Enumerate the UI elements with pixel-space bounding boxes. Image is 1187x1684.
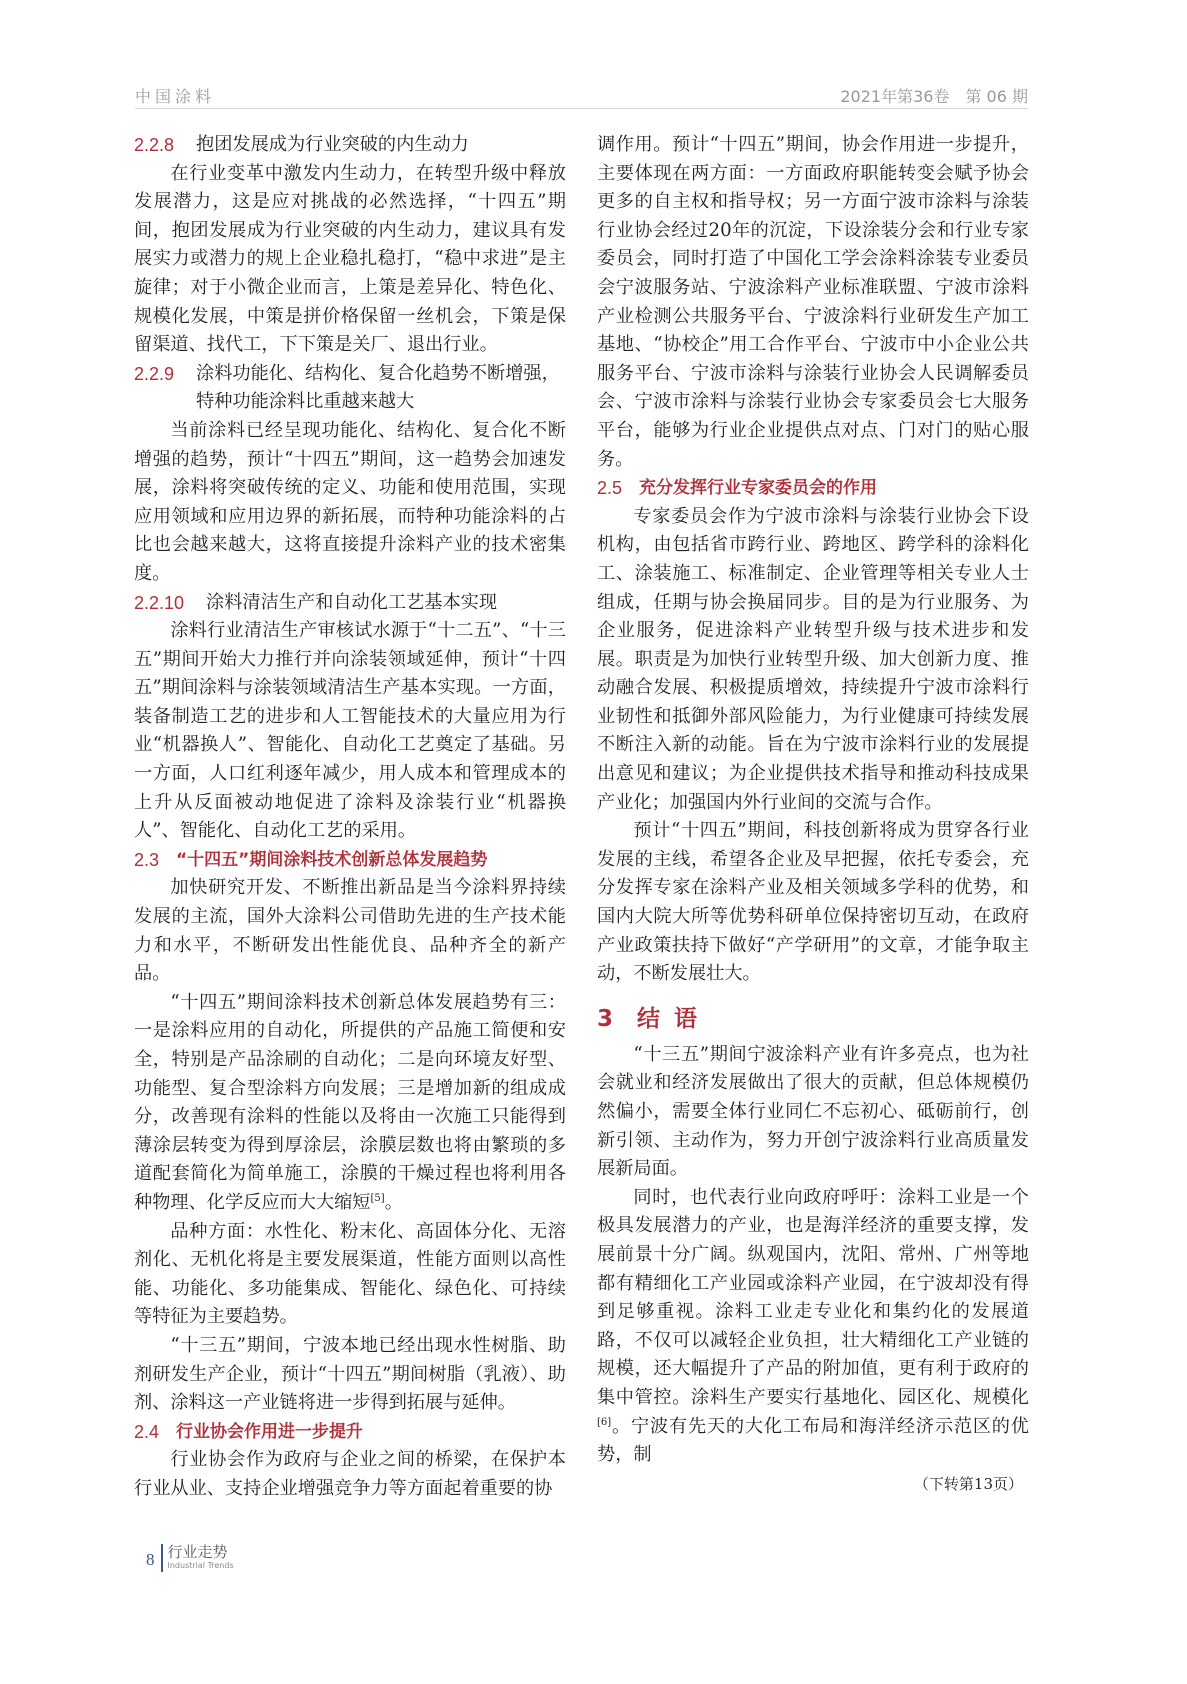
page-number: 8 [146, 1549, 155, 1569]
running-header [135, 84, 1028, 109]
section-number: 3 [597, 1005, 614, 1032]
citation-ref: [5] [370, 1192, 385, 1204]
paragraph [134, 1218, 566, 1332]
section-title: 涂料清洁生产和自动化工艺基本实现 [206, 591, 498, 613]
section-heading [134, 131, 566, 160]
paragraph-text: 在行业变革中激发内生动力，在转型升级中释放发展潜力，这是应对挑战的必然选择，“十四五”期间，抱团发展成为行业突破的内生动力，建议具有发展实力或潜力的规上企业稳扎稳打，“稳中求进”是主旋律；对于小微企业而言，上策是差异化、特色化、规模化发展，中策是拼价格保留一丝机会，下策是保留渠道、找代工，下下策是关厂、退出行业。 [134, 162, 566, 356]
section-title: 充分发挥行业专家委员会的作用 [639, 478, 877, 499]
paragraph [597, 1184, 1029, 1470]
paragraph-text-tail: 。宁波有先天的大化工布局和海洋经济示范区的优势，制 [597, 1415, 1029, 1466]
paragraph-text: 预计“十四五”期间，科技创新将成为贯穿各行业发展的主线，希望各企业及早把握，依托专委会，充分发挥专家在涂料产业及相关领域多学科的优势，和国内大院大所等优势科研单位保持密切互动，在政府产业政策扶持下做好“产学研用”的文章，才能争取主动，不断发展壮大。 [597, 820, 1029, 985]
paragraph [597, 503, 1029, 818]
paragraph [134, 1332, 566, 1418]
body-columns [134, 131, 1029, 1504]
section-number: 2.3 [134, 849, 160, 870]
section-title: 涂料功能化、结构化、复合化趋势不断增强，特种功能涂料比重越来越大 [196, 362, 560, 413]
paragraph-text: 加快研究开发、不断推出新品是当今涂料界持续发展的主流，国外大涂料公司借助先进的生产技术能力和水平，不断研发出性能优良、品种齐全的新产品。 [134, 877, 566, 985]
section-title: 行业协会作用进一步提升 [176, 1421, 363, 1442]
section-number: 2.2.9 [134, 363, 175, 384]
section-heading [134, 360, 566, 417]
section-title: 结语 [637, 1005, 711, 1032]
paragraph-text: 专家委员会作为宁波市涂料与涂装行业协会下设机构，由包括省市跨行业、跨地区、跨学科的涂料化工、涂装施工、标准制定、企业管理等相关专业人士组成，任期与协会换届同步。目的是为行业服务、为企业服务，促进涂料产业转型升级与技术进步和发展。职责是为加快行业转型升级、加大创新力度、推动融合发展、积极提质增效，持续提升宁波市涂料行业韧性和抵御外部风险能力，为行业健康可持续发展不断注入新的动能。旨在为宁波市涂料行业的发展提出意见和建议；为企业提供技术指导和推动科技成果产业化；加强国内外行业间的交流与合作。 [597, 505, 1029, 813]
paragraph-text: “十四五”期间涂料技术创新总体发展趋势有三：一是涂料应用的自动化，所提供的产品施工简便和安全，特别是产品涂刷的自动化；二是向环境友好型、功能型、复合型涂料方向发展；三是增加新的组成成分，改善现有涂料的性能以及将由一次施工只能得到薄涂层转变为得到厚涂层，涂膜层数也将由繁琐的多道配套简化为简单施工，涂膜的干燥过程也将利用各种物理、化学反应而大大缩短 [134, 991, 566, 1213]
left-column [134, 131, 566, 1504]
section-number: 2.2.10 [134, 592, 185, 613]
paragraph-text: “十三五”期间宁波涂料产业有许多亮点，也为社会就业和经济发展做出了很大的贡献，但总体规模仍然偏小，需要全体行业同仁不忘初心、砥砺前行，创新引领、主动作为，努力开创宁波涂料行业高质量发展新局面。 [597, 1043, 1029, 1180]
paragraph-text-tail: 。 [384, 1191, 403, 1213]
paragraph [134, 417, 566, 589]
section-title: 抱团发展成为行业突破的内生动力 [196, 134, 469, 155]
section-heading [597, 474, 1029, 503]
paragraph [134, 874, 566, 988]
section-heading [134, 589, 566, 618]
paragraph-text: 涂料行业清洁生产审核试水源于“十二五”、“十三五”期间开始大力推行并向涂装领域延伸，预计“十四五”期间涂料与涂装领域清洁生产基本实现。一方面，装备制造工艺的进步和人工智能技术的大量应用为行业“机器换人”、智能化、自动化工艺奠定了基础。另一方面，人口红利逐年减少，用人成本和管理成本的上升从反面被动地促进了涂料及涂装行业“机器换人”、智能化、自动化工艺的采用。 [134, 620, 566, 842]
paragraph [597, 131, 1029, 474]
page-footer [146, 1544, 1187, 1572]
paragraph [134, 989, 566, 1218]
paragraph-text: 同时，也代表行业向政府呼吁：涂料工业是一个极具发展潜力的产业，也是海洋经济的重要支撑，发展前景十分广阔。纵观国内，沈阳、常州、广州等地都有精细化工产业园或涂料产业园，在宁波却没有得到足够重视。涂料工业走专业化和集约化的发展道路，不仅可以减轻企业负担，壮大精细化工产业链的规模，还大幅提升了产品的附加值，更有利于政府的集中管控。涂料生产要实行基地化、园区化、规模化 [597, 1186, 1029, 1408]
paragraph [134, 160, 566, 360]
paragraph [597, 1041, 1029, 1184]
section-name: 行业走势 [167, 1542, 228, 1561]
section-number: 2.5 [597, 478, 623, 499]
issue-info: 2021年第36卷 第 06 期 [840, 87, 1028, 106]
paragraph-text: 当前涂料已经呈现功能化、结构化、复合化不断增强的趋势，预计“十四五”期间，这一趋势会加速发展，涂料将突破传统的定义、功能和使用范围，实现应用领域和应用边界的新拓展，而特种功能涂料的占比也会越来越大，这将直接提升涂料产业的技术密集度。 [134, 419, 566, 584]
paragraph-text: 品种方面：水性化、粉末化、高固体分化、无溶剂化、无机化将是主要发展渠道，性能方面则以高性能、功能化、多功能集成、智能化、绿色化、可持续等特征为主要趋势。 [134, 1220, 566, 1328]
paragraph [134, 617, 566, 846]
citation-ref: [6] [597, 1416, 612, 1428]
section-number: 2.4 [134, 1421, 160, 1442]
paragraph-text: 调作用。预计“十四五”期间，协会作用进一步提升，主要体现在两方面：一方面政府职能转变会赋予协会更多的自主权和指导权；另一方面宁波市涂料与涂装行业协会经过20年的沉淀，下设涂装分会和行业专家委员会，同时打造了中国化工学会涂料涂装专业委员会宁波服务站、宁波涂料产业标准联盟、宁波市涂料产业检测公共服务平台、宁波涂料行业研发生产加工基地、“协校企”用工合作平台、宁波市中小企业公共服务平台、宁波市涂料与涂装行业协会人民调解委员会、宁波市涂料与涂装行业协会专家委员会七大服务平台，能够为行业企业提供点对点、门对门的贴心服务。 [597, 134, 1029, 470]
paragraph-text: “十三五”期间，宁波本地已经出现水性树脂、助剂研发生产企业，预计“十四五”期间树脂（乳液）、助剂、涂料这一产业链将进一步得到拓展与延伸。 [134, 1334, 566, 1414]
section-heading [134, 1418, 566, 1447]
section-heading [134, 846, 566, 875]
section-title: “十四五”期间涂料技术创新总体发展趋势 [176, 849, 488, 870]
journal-name: 中国涂料 [135, 87, 216, 106]
section-heading [597, 1003, 1029, 1035]
right-column [597, 131, 1029, 1498]
paragraph [134, 1446, 566, 1503]
paragraph [597, 817, 1029, 989]
paragraph-text: 行业协会作为政府与企业之间的桥梁，在保护本行业从业、支持企业增强竞争力等方面起着重要的协 [134, 1449, 566, 1499]
footer-divider [161, 1544, 163, 1572]
continued-note: （下转第13页） [913, 1474, 1023, 1493]
section-number: 2.2.8 [134, 135, 175, 155]
section-name-en: Industrial Trends [167, 1560, 234, 1570]
